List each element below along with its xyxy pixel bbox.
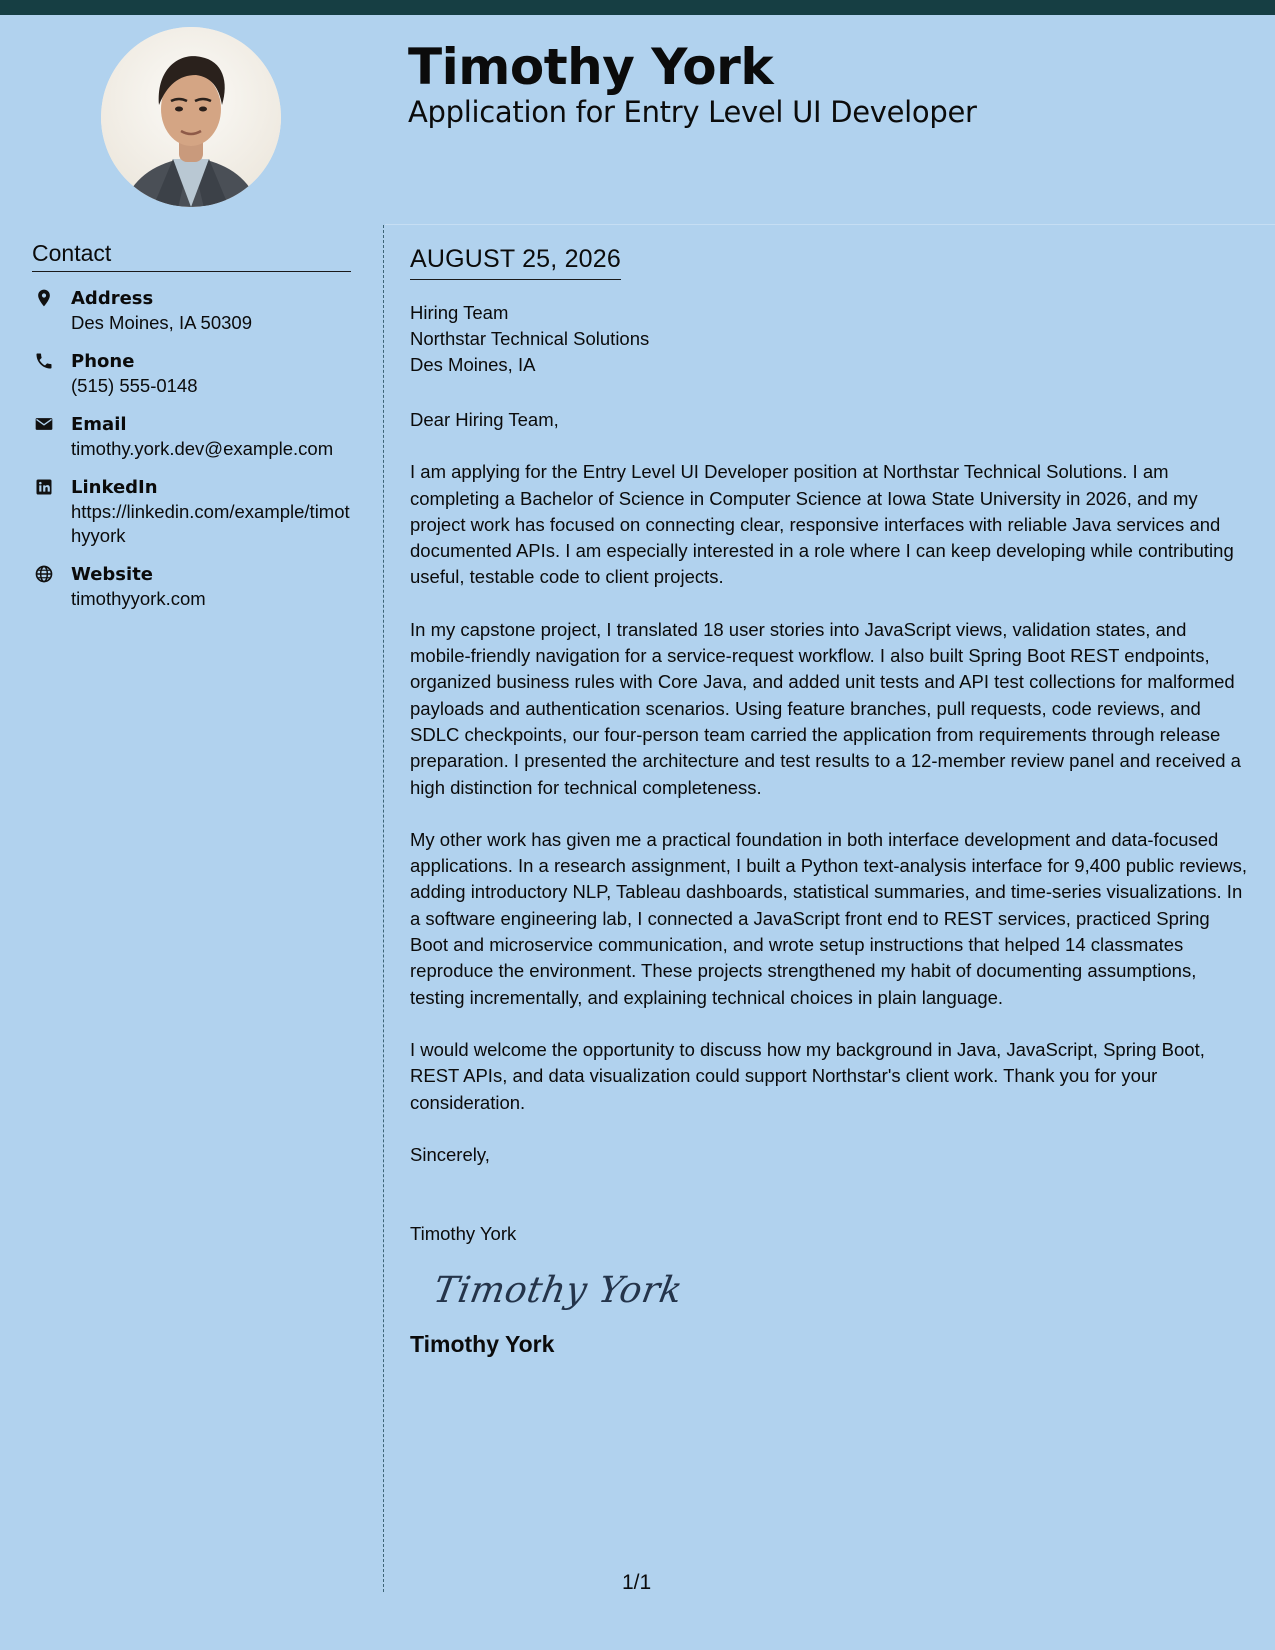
letter-date: AUGUST 25, 2026 bbox=[410, 244, 621, 280]
contact-sidebar bbox=[32, 240, 351, 625]
contact-item-email bbox=[32, 412, 351, 461]
phone-value: (515) 555-0148 bbox=[71, 375, 198, 396]
address-value: Des Moines, IA 50309 bbox=[71, 312, 252, 333]
contact-label: LinkedIn bbox=[71, 477, 158, 498]
contact-item-phone bbox=[32, 349, 351, 398]
website-link[interactable]: timothyyork.com bbox=[71, 588, 206, 609]
email-link[interactable]: timothy.york.dev@example.com bbox=[71, 438, 334, 459]
profile-photo bbox=[101, 27, 281, 207]
applicant-name: Timothy York bbox=[408, 38, 774, 96]
header-divider bbox=[385, 224, 1275, 225]
contact-list bbox=[32, 286, 351, 611]
salutation: Dear Hiring Team, bbox=[410, 409, 559, 430]
contact-label: Email bbox=[71, 414, 127, 435]
printed-name: Timothy York bbox=[410, 1330, 555, 1357]
phone-icon bbox=[34, 351, 54, 371]
contact-heading: Contact bbox=[32, 240, 351, 272]
body-paragraph: My other work has given me a practical foundation in both interface development and data-focused applications. In a research assignment, I built a Python text-analysis interface for 9,400 public reviews, adding introductory NLP, Tableau dashboards, statistical summaries, and time-series visualizations. In a software engineering lab, I connected a JavaScript front end to REST services, practiced Spring Boot and microservice communication, and wrote setup instructions that helped 14 classmates reproduce the environment. These projects strengthened my habit of documenting assumptions, testing incrementally, and explaining technical choices in plain language. bbox=[410, 828, 1248, 1008]
header bbox=[408, 40, 977, 130]
envelope-icon bbox=[34, 414, 54, 434]
signature-block bbox=[410, 1247, 1250, 1312]
column-divider bbox=[383, 225, 384, 1592]
page-number: 1/1 bbox=[622, 1571, 652, 1594]
handwritten-signature: Timothy York bbox=[430, 1270, 686, 1312]
contact-label: Website bbox=[71, 564, 154, 585]
contact-item-linkedin bbox=[32, 475, 351, 548]
recipient-block bbox=[410, 300, 1250, 378]
body-paragraph: I would welcome the opportunity to discuss how my background in Java, JavaScript, Spring Boot, REST APIs, and data visualization could support Northstar's client work. Thank you for your consideration. bbox=[410, 1038, 1205, 1113]
recipient-line: Northstar Technical Solutions bbox=[410, 328, 650, 349]
contact-label: Address bbox=[71, 288, 154, 309]
linkedin-link[interactable]: https://linkedin.com/example/timothyyork bbox=[71, 501, 350, 546]
recipient-line: Des Moines, IA bbox=[410, 354, 536, 375]
signer-name: Timothy York bbox=[410, 1223, 517, 1245]
body-paragraph: In my capstone project, I translated 18 user stories into JavaScript views, validation states, and mobile-friendly navigation for a service-request workflow. I also built Spring Boot REST endpoints, organized business rules with Core Java, and added unit tests and API test collections for malformed payloads and authentication scenarios. Using feature branches, pull requests, code reviews, and SDLC checkpoints, our four-person team carried the application from requirements through release preparation. I presented the architecture and test results to a 12-member review panel and received a high distinction for technical completeness. bbox=[410, 618, 1241, 798]
top-bar bbox=[0, 0, 1275, 15]
contact-item-website bbox=[32, 562, 351, 611]
linkedin-icon bbox=[34, 477, 54, 497]
body-paragraph: I am applying for the Entry Level UI Developer position at Northstar Technical Solutions. I am completing a Bachelor of Science in Computer Science at Iowa State University in 2026, and my project work has focused on connecting clear, responsive interfaces with reliable Java services and documented APIs. I am especially interested in a role where I can keep developing while contributing useful, testable code to client projects. bbox=[410, 461, 1234, 588]
application-subtitle: Application for Entry Level UI Developer bbox=[408, 95, 977, 129]
portrait-illustration bbox=[101, 27, 281, 207]
map-pin-icon bbox=[34, 288, 54, 308]
contact-label: Phone bbox=[71, 351, 135, 372]
recipient-line: Hiring Team bbox=[410, 302, 509, 323]
globe-icon bbox=[34, 564, 54, 584]
cover-letter bbox=[410, 244, 1250, 1358]
closing: Sincerely, bbox=[410, 1143, 490, 1165]
contact-item-address bbox=[32, 286, 351, 335]
